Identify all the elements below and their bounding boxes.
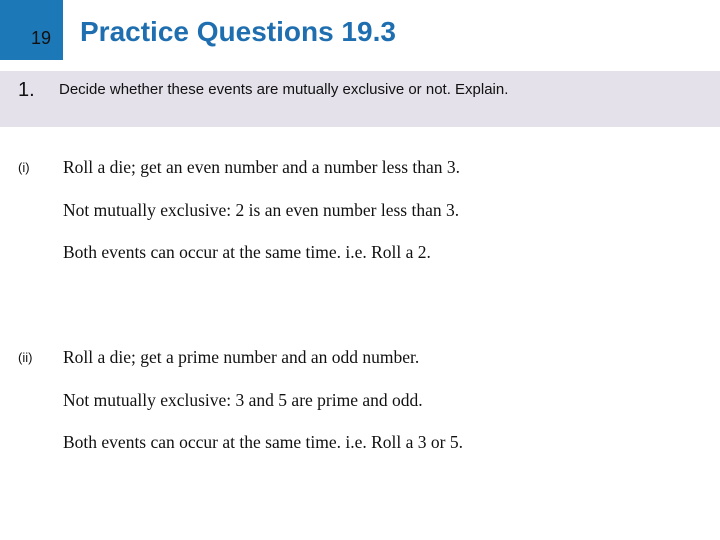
- question-band: [0, 71, 720, 127]
- part-i-event: Roll a die; get an even number and a number less than 3.: [63, 157, 461, 177]
- part-i-verdict: Not mutually exclusive: 2 is an even number less than 3.: [63, 200, 460, 220]
- part-label-ii: (ii): [18, 350, 33, 365]
- part-ii-verdict: Not mutually exclusive: 3 and 5 are prime and odd.: [63, 390, 423, 410]
- question-number: 1.: [18, 79, 35, 101]
- chapter-number: 19: [31, 28, 52, 48]
- part-i-explanation: Both events can occur at the same time. i.e. Roll a 2.: [63, 242, 431, 262]
- page-title: Practice Questions 19.3: [80, 16, 396, 47]
- part-ii-explanation: Both events can occur at the same time. i.e. Roll a 3 or 5.: [63, 432, 463, 452]
- part-ii-event: Roll a die; get a prime number and an odd number.: [63, 347, 420, 367]
- part-label-i: (i): [18, 160, 30, 175]
- question-prompt: Decide whether these events are mutually exclusive or not. Explain.: [59, 81, 509, 98]
